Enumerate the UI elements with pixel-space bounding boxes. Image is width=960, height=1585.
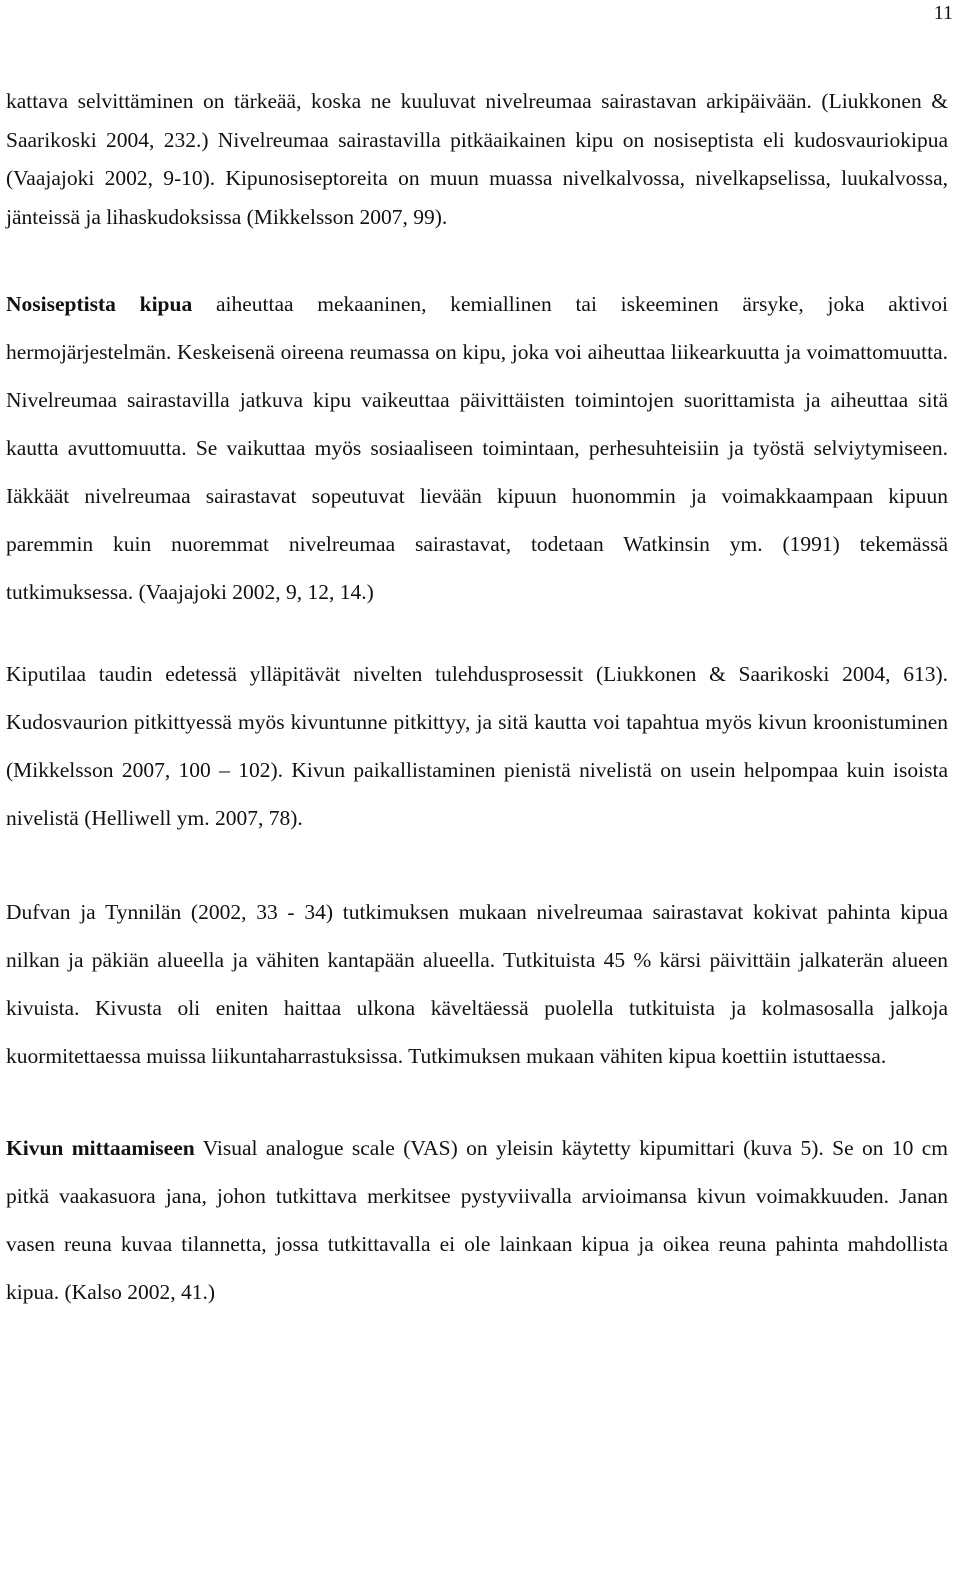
paragraph-text: Dufvan ja Tynnilän (2002, 33 - 34) tutkimuksen mukaan nivelreumaa sairastavat kokivat pahinta kipua nilkan ja päkiän alueella ja vähiten kantapään alueella. Tutkituista 45 % kärsi päivittäin jalkaterän alueen kivuista. Kivusta oli eniten haittaa ulkona käveltäessä puolella tutkituista ja kolmasosalla jalkoja kuormitettaessa muissa liikuntaharrastuksissa. Tutkimuksen mukaan vähiten kipua koettiin istuttaessa. xyxy=(6,900,948,1068)
paragraph-nociceptive-pain xyxy=(6,280,948,616)
paragraph-text: Visual analogue scale (VAS) on yleisin käytetty kipumittari (kuva 5). Se on 10 cm pitkä vaakasuora jana, johon tutkittava merkitsee pystyviivalla arvioimansa kivun voimakkuuden. Janan vasen reuna kuvaa tilannetta, jossa tutkittavalla ei ole lainkaan kipua ja oikea reuna pahinta mahdollista kipua. (Kalso 2002, 41.) xyxy=(6,1136,948,1304)
paragraph-text: kattava selvittäminen on tärkeää, koska ne kuuluvat nivelreumaa sairastavan arkipäivään. (Liukkonen & Saarikoski 2004, 232.) Nivelreumaa sairastavilla pitkäaikainen kipu on nosiseptista eli kudosvauriokipua (Vaajajoki 2002, 9-10). Kipunosiseptoreita on muun muassa nivelkalvossa, nivelkapselissa, luukalvossa, jänteissä ja lihaskudoksissa (Mikkelsson 2007, 99). xyxy=(6,89,948,229)
document-body xyxy=(6,82,948,1316)
paragraph-pain-measurement xyxy=(6,1124,948,1316)
paragraph-text: Kiputilaa taudin edetessä ylläpitävät nivelten tulehdusprosessit (Liukkonen & Saarikoski 2004, 613). Kudosvaurion pitkittyessä myös kivuntunne pitkittyy, ja sitä kautta voi tapahtua myös kivun kroonistuminen (Mikkelsson 2007, 100 – 102). Kivun paikallistaminen pienistä nivelistä on usein helpompaa kuin isoista nivelistä (Helliwell ym. 2007, 78). xyxy=(6,662,948,830)
paragraph-pain-types xyxy=(6,82,948,236)
paragraph-foot-pain-study xyxy=(6,888,948,1080)
page-number: 11 xyxy=(933,2,953,24)
paragraph-text: aiheuttaa mekaaninen, kemiallinen tai iskeeminen ärsyke, joka aktivoi hermojärjestelmän. Keskeisenä oireena reumassa on kipu, joka voi aiheuttaa liikearkuutta ja voimattomuutta. Nivelreumaa sairastavilla jatkuva kipu vaikeuttaa päivittäisten toimintojen suorittamista ja aiheuttaa sitä kautta avuttomuutta. Se vaikuttaa myös sosiaaliseen toimintaan, perhesuhteisiin ja työstä selviytymiseen. Iäkkäät nivelreumaa sairastavat sopeutuvat lievään kipuun huonommin ja voimakkaampaan kipuun paremmin kuin nuoremmat nivelreumaa sairastavat, todetaan Watkinsin ym. (1991) tekemässä tutkimuksessa. (Vaajajoki 2002, 9, 12, 14.) xyxy=(6,292,948,604)
paragraph-lead-term: Kivun mittaamiseen xyxy=(6,1136,195,1160)
paragraph-lead-term: Nosiseptista kipua xyxy=(6,292,193,316)
paragraph-chronic-pain xyxy=(6,650,948,842)
